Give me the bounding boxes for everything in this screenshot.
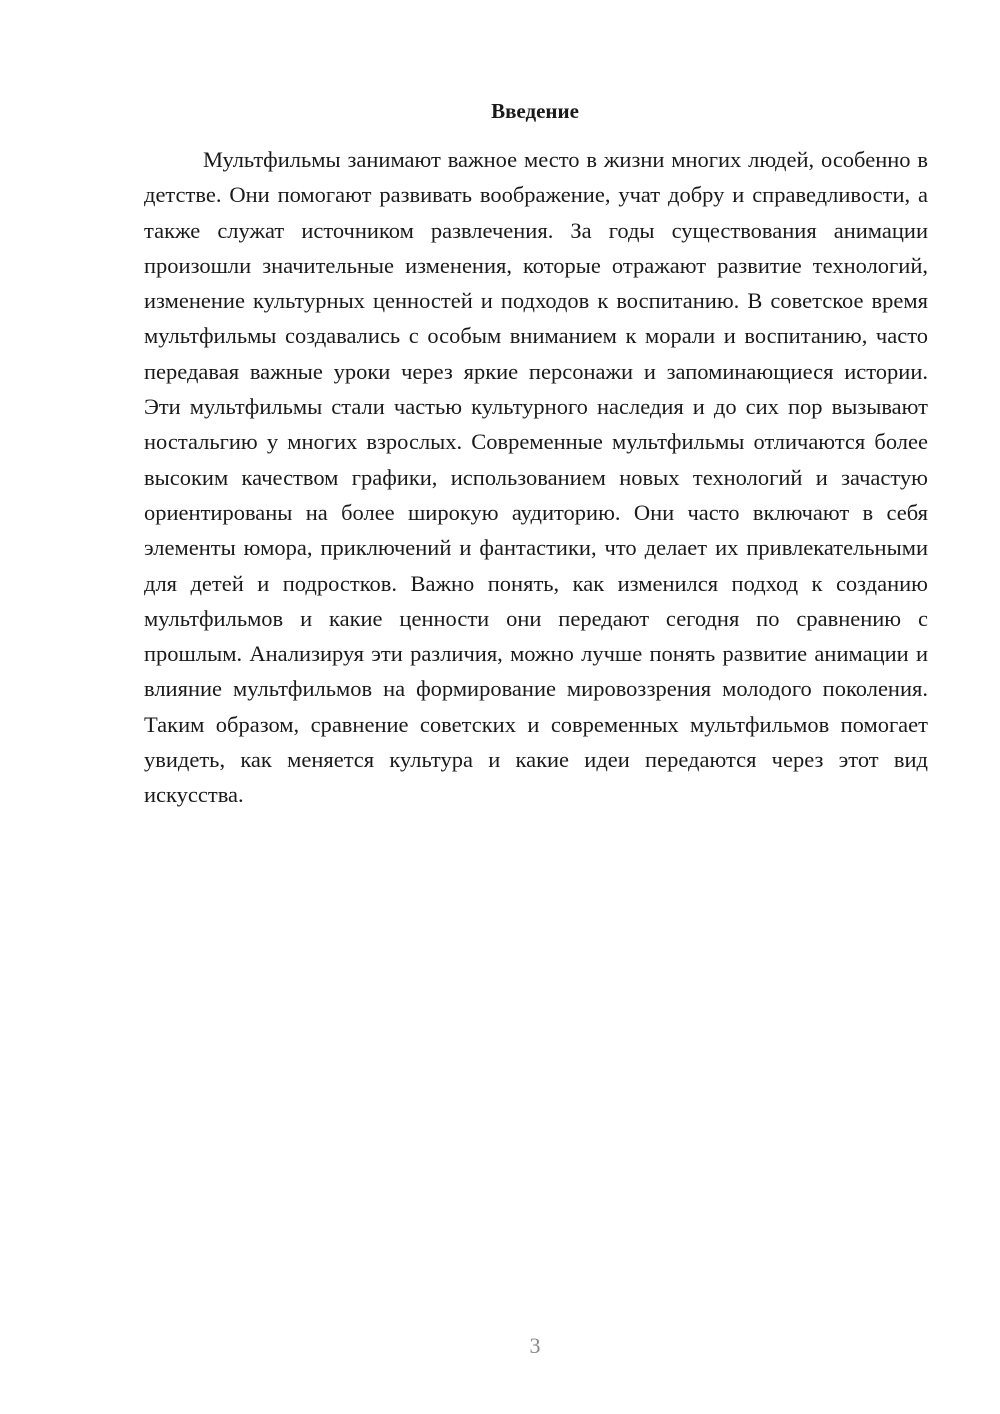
section-heading: Введение	[491, 99, 579, 123]
body-paragraph: Мультфильмы занимают важное место в жизни многих людей, особенно в детстве. Они помогают развивать воображение, учат добру и справедливости, а также служат источником развлечения. За годы существования анимации произошли значительные изменения, которые отражают развитие технологий, изменение культурных ценностей и подходов к воспитанию. В советское время мультфильмы создавались с особым вниманием к морали и воспитанию, часто передавая важные уроки через яркие персонажи и запоминающиеся истории. Эти мультфильмы стали частью культурного наследия и до сих пор вызывают ностальгию у многих взрослых. Современные мультфильмы отличаются более высоким качеством графики, использованием новых технологий и зачастую ориентированы на более широкую аудиторию. Они часто включают в себя элементы юмора, приключений и фантастики, что делает их привлекательными для детей и подростков. Важно понять, как изменился подход к созданию мультфильмов и какие ценности они передают сегодня по сравнению с прошлым. Анализируя эти различия, можно лучше понять развитие анимации и влияние мультфильмов на формирование мировоззрения молодого поколения. Таким образом, сравнение советских и современных мультфильмов помогает увидеть, как меняется культура и какие идеи передаются через этот вид искусства.	[144, 147, 928, 808]
page-number: 3	[529, 1333, 541, 1358]
